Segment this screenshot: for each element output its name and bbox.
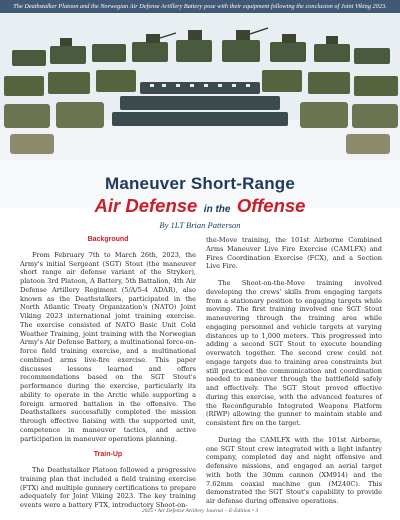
photo-caption: The Deathstalker Platoon and the Norwegian Air Defense Artillery Battery pose with their equipment following the conclusion of Joint Viking 2023. [0, 0, 400, 13]
paragraph: The Shoot-on-the-Move training involved developing the crews' skills from engaging targets from a stationary position to engaging targets while moving. The first training involved one SGT Stout maneuvering through the training area while engaging personnel and vehicle targets at varying distances up to 1,000 meters. This progressed into adding a second SGT Stout to execute bounding overwatch together. The second crew could not engage targets due to training area constraints but still practiced the communication and coordination needed to maneuver through the battlefield safely and effectively. The SGT Stout proved effective during this exercise, with the advanced features of the Reconfigurable Integrated Weapons Platform (RIWP) allowing the gunner to maintain stable and consistent fire on the target. [206, 279, 382, 427]
title-in-the: in the [203, 204, 231, 215]
byline: By 1LT Brian Patterson [159, 220, 241, 230]
right-column [206, 236, 382, 514]
section-heading-train-up: Train-Up [93, 451, 123, 459]
page-footer: 2025 • Air Defense Artillery Journal – E-Edition • 3 [141, 508, 259, 514]
title-line-1: Maneuver Short-Range [104, 174, 296, 193]
article-title-block [0, 174, 400, 230]
paragraph: the-Move training, the 101st Airborne Combined Arms Maneuver Live Fire Exercise (CAMLFX) and Fires Coordination Exercise (FCX), and a Section Live Fire. [206, 236, 382, 271]
paragraph: The Deathstalker Platoon followed a progressive training plan that included a field training exercise (FTX) and multiple gunnery certifications to prepare adequately for Joint Viking 2023. The key training events were a battery FTX, introductory Shoot-on- [20, 466, 196, 509]
left-column [20, 232, 196, 518]
title-air-defense: Air Defense [94, 195, 198, 216]
title-line-2 [0, 195, 400, 217]
title-offense: Offense [236, 195, 306, 216]
section-heading-background: Background [87, 236, 129, 243]
paragraph: From February 7th to March 26th, 2023, the Army's initial Sergeant (SGT) Stout (the maneuver short range air defense variant of the Stryker), platoon 3rd Platoon, A Battery, 5th Battalion, 4th Air Defense Artillery Regiment (5/A/5-4 ADAR), also known as the Deathstalkers, participated in the North Atlantic Treaty Organization's (NATO) Joint Viking 2023 international joint training exercise. The exercise consisted of NATO Basic Unit Cold Weather Training, joint training with the Norwegian Army's Air Defense Battery, a multinational force-on-force field training exercise, and a multinational combined arms live-fire exercise. This paper discusses lessons learned and offers recommendations based on the SGT Stout's performance during the exercise, particularly its ability to operate in the Arctic while supporting a foreign armored battalion in the offensive. The Deathstalkers successfully completed the mission through effective liaising with the supported unit, competence in maneuver tactics, and active participation in maneuver operations planning. [20, 250, 196, 443]
paragraph: During the CAMLFX with the 101st Airborne, one SGT Stout crew integrated with a light infantry company, completed day and night offensive and defensive missions, and engaged an aerial target with both the 30mm cannon (XM914) and the 7.62mm coaxial machine gun (M240C). This demonstrated the SGT Stout's capability to provide air defense during offensive operations. [206, 435, 382, 505]
